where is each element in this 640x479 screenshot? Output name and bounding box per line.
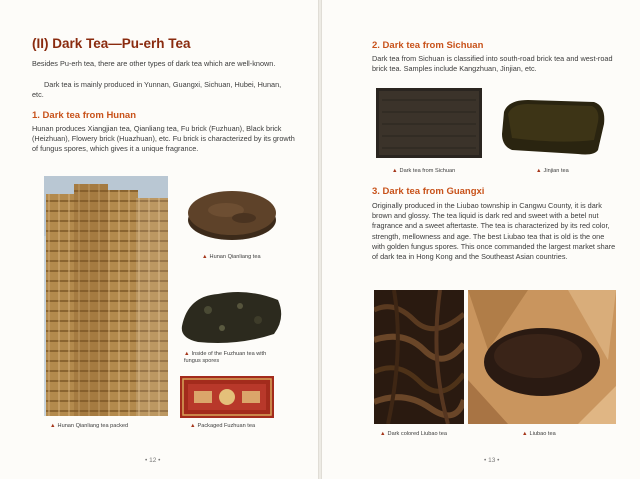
fuzhuan-inside-photo bbox=[178, 286, 286, 346]
qianliang-cake-photo bbox=[186, 180, 278, 246]
caption-marker-icon: ▲ bbox=[202, 254, 208, 260]
section-3-heading: 3. Dark tea from Guangxi bbox=[372, 186, 485, 197]
caption-liubao: ▲ Liubao tea bbox=[522, 431, 556, 437]
qianliang-packed-photo bbox=[44, 176, 168, 416]
fuzhuan-packaged-photo bbox=[180, 376, 274, 418]
sichuan-brick-photo bbox=[376, 88, 482, 158]
section-2-heading: 2. Dark tea from Sichuan bbox=[372, 40, 484, 51]
intro-paragraph-1: Besides Pu-erh tea, there are other types of dark tea which are well-known. bbox=[32, 59, 276, 68]
caption-liubao-dark: ▲ Dark colored Liubao tea bbox=[380, 431, 447, 437]
caption-marker-icon: ▲ bbox=[536, 168, 542, 174]
caption-sichuan: ▲ Dark tea from Sichuan bbox=[392, 168, 456, 174]
jinjian-photo bbox=[498, 94, 608, 158]
intro-paragraph-2: Dark tea is mainly produced in Yunnan, Guangxi, Sichuan, Hubei, Hunan, etc. bbox=[32, 80, 282, 100]
page-number-left: • 12 • bbox=[145, 457, 161, 464]
caption-qianliang-packed: ▲ Hunan Qianliang tea packed bbox=[50, 423, 129, 429]
page-title: (II) Dark Tea—Pu-erh Tea bbox=[32, 36, 191, 51]
section-1-heading: 1. Dark tea from Hunan bbox=[32, 110, 136, 121]
caption-marker-icon: ▲ bbox=[184, 351, 190, 357]
caption-fuzhuan-inside: ▲ Inside of the Fuzhuan tea with fungus spores bbox=[184, 351, 267, 364]
caption-fuzhuan-packaged: ▲ Packaged Fuzhuan tea bbox=[190, 423, 256, 429]
section-1-body: Hunan produces Xiangjian tea, Qianliang tea, Fu brick (Fuzhuan), Black brick (Heizhuan), Flowery brick (Huazhuan), etc. Fu brick is characterized by its growth of fungus spores, which gives it a unique fragrance. bbox=[32, 124, 295, 154]
caption-marker-icon: ▲ bbox=[50, 423, 56, 429]
caption-marker-icon: ▲ bbox=[380, 431, 386, 437]
section-2-body: Dark tea from Sichuan is classified into south-road brick tea and west-road brick tea. Samples include Kangzhuan, Jinjian, etc. bbox=[372, 54, 613, 74]
caption-marker-icon: ▲ bbox=[190, 423, 196, 429]
caption-marker-icon: ▲ bbox=[392, 168, 398, 174]
caption-marker-icon: ▲ bbox=[522, 431, 528, 437]
page-number-right: • 13 • bbox=[484, 457, 500, 464]
caption-qianliang: ▲ Hunan Qianliang tea bbox=[202, 254, 261, 260]
liubao-photo bbox=[468, 290, 616, 424]
liubao-dark-photo bbox=[374, 290, 464, 424]
caption-jinjian: ▲ Jinjian tea bbox=[536, 168, 569, 174]
section-3-body: Originally produced in the Liubao township in Cangwu County, it is dark brown and glossy. The tea liquid is dark red and sweet with a betel nut fragrance and a sweet aftertaste. The tea is characterized by its red color, strength, mellowness and age. The best Liubao tea that is old is the one with golden fungus spores. This once commanded the largest market share of dark tea in Hong Kong and the Southeast Asian countries. bbox=[372, 201, 616, 262]
